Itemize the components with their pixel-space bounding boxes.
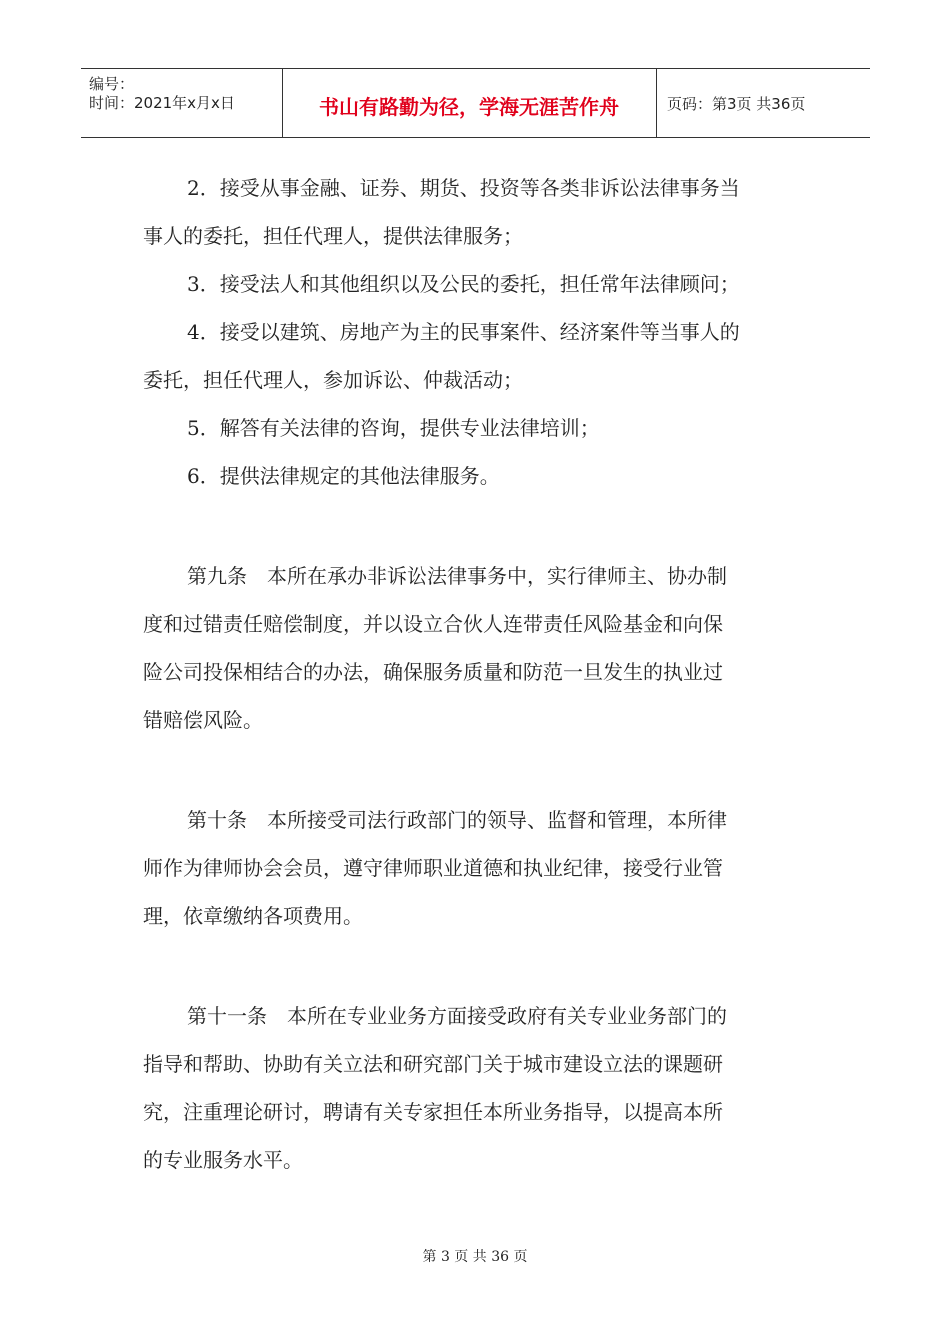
article-9-line: 错赔偿风险。 [143, 708, 263, 732]
paragraph-line: 3．接受法人和其他组织以及公民的委托，担任常年法律顾问； [187, 272, 740, 296]
paragraph-line: 委托，担任代理人，参加诉讼、仲裁活动； [143, 368, 523, 392]
article-9-line: 险公司投保相结合的办法，确保服务质量和防范一旦发生的执业过 [143, 660, 723, 684]
header-page-cell [657, 69, 870, 137]
article-9-line: 度和过错责任赔偿制度，并以设立合伙人连带责任风险基金和向保 [143, 612, 723, 636]
article-11-line: 究，注重理论研讨，聘请有关专家担任本所业务指导，以提高本所 [143, 1100, 723, 1124]
article-11-line: 指导和帮助、协助有关立法和研究部门关于城市建设立法的课题研 [143, 1052, 723, 1076]
article-11-line: 第十一条 本所在专业业务方面接受政府有关专业业务部门的 [187, 1004, 727, 1028]
paragraph-line: 5．解答有关法律的咨询，提供专业法律培训； [187, 416, 600, 440]
paragraph-gap [143, 940, 815, 992]
paragraph-line: 事人的委托，担任代理人，提供法律服务； [143, 224, 523, 248]
article-10-line: 师作为律师协会会员，遵守律师职业道德和执业纪律，接受行业管 [143, 856, 723, 880]
paragraph-gap [143, 500, 815, 552]
article-10-line: 第十条 本所接受司法行政部门的领导、监督和管理，本所律 [187, 808, 727, 832]
article-11-line: 的专业服务水平。 [143, 1148, 303, 1172]
paragraph-line: 2．接受从事金融、证券、期货、投资等各类非诉讼法律事务当 [187, 176, 740, 200]
page-footer: 第 3 页 共 36 页 [422, 1249, 528, 1265]
document-date-label: 时间：2021年x月x日 [89, 94, 235, 112]
paragraph-line: 4．接受以建筑、房地产为主的民事案件、经济案件等当事人的 [187, 320, 740, 344]
header-page-info: 页码：第3页 共36页 [667, 95, 806, 113]
document-body [143, 164, 815, 1184]
header-motto-cell [282, 69, 657, 137]
paragraph-gap [143, 744, 815, 796]
document-header [81, 68, 870, 138]
document-number-label: 编号： [89, 75, 135, 93]
article-10-line: 理，依章缴纳各项费用。 [143, 904, 363, 928]
article-9-line: 第九条 本所在承办非诉讼法律事务中，实行律师主、协办制 [187, 564, 727, 588]
header-motto: 书山有路勤为径，学海无涯苦作舟 [319, 95, 619, 119]
paragraph-line: 6．提供法律规定的其他法律服务。 [187, 464, 500, 488]
header-meta-cell [81, 69, 283, 137]
